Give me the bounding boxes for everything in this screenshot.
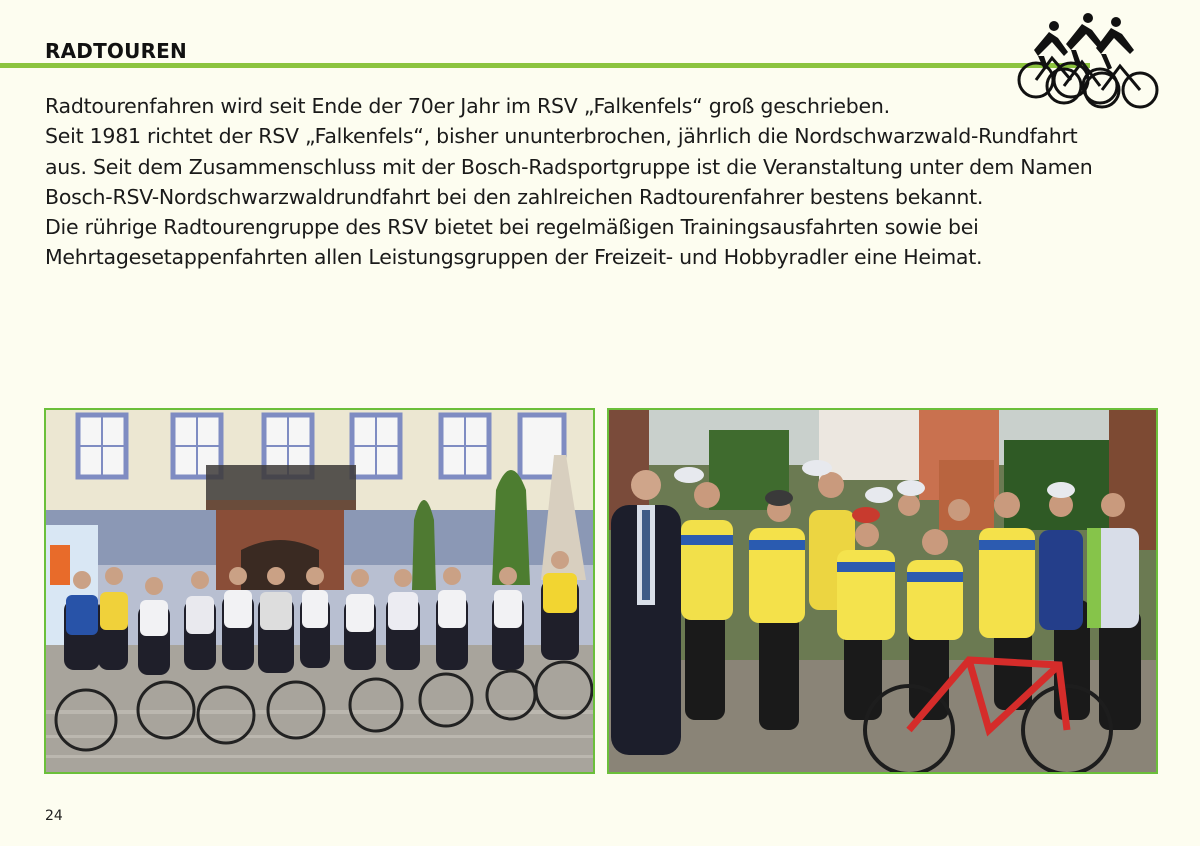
group-photo-cyclists-town-square-icon (46, 410, 593, 772)
page-number: 24 (45, 808, 63, 824)
photo-group-jerseys (607, 408, 1158, 774)
body-line: Die rührige Radtourengruppe des RSV bietet bei regelmäßigen Trainingsausfahrten sowie bei (45, 215, 979, 240)
group-photo-cyclists-jerseys-icon (609, 410, 1156, 772)
body-line: Seit 1981 richtet der RSV „Falkenfels“, bisher ununterbrochen, jährlich die Nordschwarzwald-Rundfahrt (45, 124, 1078, 149)
section-title: RADTOUREN (45, 39, 187, 63)
body-line: Bosch-RSV-Nordschwarzwaldrundfahrt bei den zahlreichen Radtourenfahrer bestens bekannt. (45, 184, 984, 209)
body-line: Radtourenfahren wird seit Ende der 70er Jahr im RSV „Falkenfels“ groß geschrieben. (45, 94, 890, 118)
body-line: Mehrtagesetappenfahrten allen Leistungsgruppen der Freizeit- und Hobbyradler eine Heimat. (45, 245, 983, 270)
photo-group-town-square (44, 408, 595, 774)
body-line: aus. Seit dem Zusammenschluss mit der Bosch-Radsportgruppe ist die Veranstaltung unter dem Namen (45, 154, 1093, 179)
section-divider (0, 63, 1090, 68)
body-text (45, 91, 1165, 273)
